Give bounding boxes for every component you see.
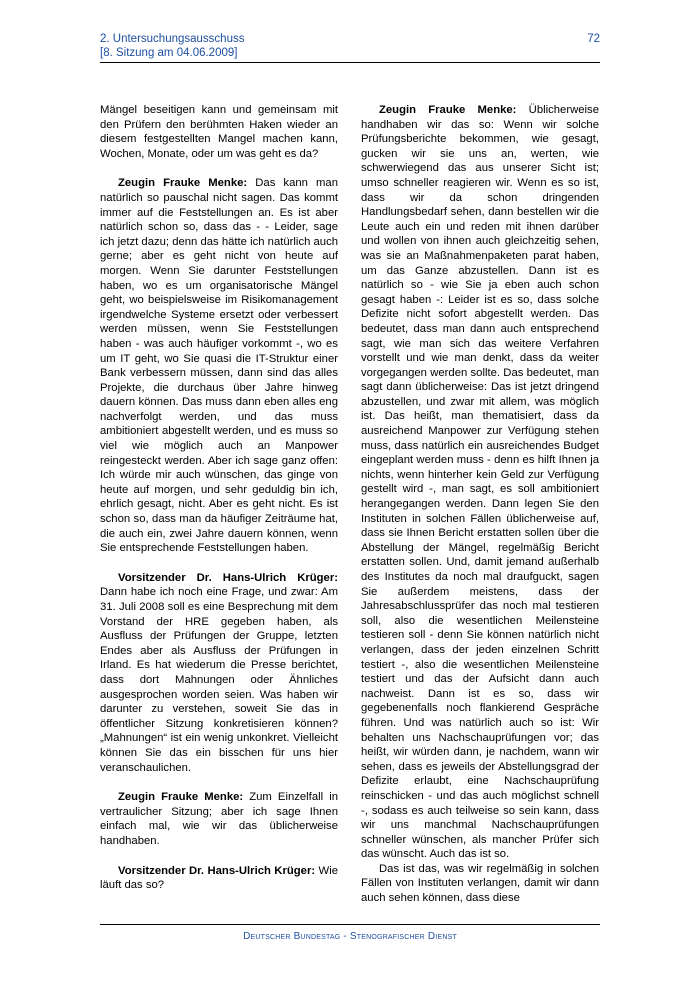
page-number: 72 — [587, 33, 600, 45]
paragraph: Das ist das, was wir regelmäßig in solchen Fällen von Instituten verlangen, damit wir dann auch sehen können, dass diese — [361, 862, 599, 905]
paragraph — [100, 790, 338, 848]
speaker-name: Zeugin Frauke Menke: — [118, 177, 248, 190]
committee-name: 2. Untersuchungsausschuss — [100, 33, 245, 45]
footer-text: Deutscher Bundestag - Stenografischer Dienst — [243, 931, 457, 942]
header-info — [100, 32, 244, 60]
page-footer — [100, 924, 600, 942]
speech-text: Üblicherweise handhaben wir das so: Wenn wir solche Prüfungsberichte bekommen, wie gesagt, gucken wir sie uns an, werten, wie schwerwiegend das aus unserer Sicht ist; umso schneller reagieren wir. Wenn es so ist, dass wir da schon dringenden Handlungsbedarf sehen, dann bestellen wir die Leute auch ein und reden mit ihnen darüber und wollen von ihnen auch gleichzeitig sehen, was sie an Maßnahmenpaketen parat haben, um das Ganze abzustellen. Dann ist es natürlich so - wie Sie ja eben auch schon gesagt haben -: Leider ist es so, dass solche Defizite nicht sofort abgestellt werden. Das bedeutet, dass man dann auch entsprechend sagt, wie man sich das weitere Verfahren vorstellt und wie man denkt, dass da weiter vorgegangen werden sollte. Das bedeutet, man sagt dann üblicherweise: Das ist jetzt dringend abzustellen, und zwar mit allem, was möglich ist. Das heißt, man thematisiert, dass da ausreichend Manpower zur Verfügung stehen muss, dass natürlich ein ausreichendes Budget eingeplant werden muss - denn es hilft Ihnen ja nichts, wenn hinterher kein Geld zur Verfügung gestellt wird -, man sagt, es soll ambitioniert herangegangen werden. Dann legen Sie den Instituten in solchen Fällen üblicherweise auf, dass sie Ihnen Bericht erstatten sollen über die Abstellung der Mängel, regelmäßig Bericht erstatten sollen. Und, damit jemand außerhalb des Institutes da noch mal draufguckt, sagen Sie außerdem meistens, dass der Jahresabschlussprüfer das noch mal testieren soll, also die wesentlichen Meilensteine testieren soll - denn Sie können natürlich nicht verlangen, dass der jeden einzelnen Schritt testiert -, also die wesentlichen Meilensteine testiert und das der Aufsicht dann auch nachweist. Dann ist es so, dass wir gegebenenfalls noch flankierend Gespräche führen. Und was natürlich auch so ist: Wir behalten uns Nachschauprüfungen vor; das heißt, wir würden dann, je nachdem, wann wir sehen, dass es jeweils der Abstellungsgrad der Defizite erlaubt, eine Nachschauprüfung reinschicken - und das auch möglichst schnell -, sodass es auch teilweise so sein kann, dass wir uns manchmal Nachschauprüfungen schneller wünschen, als mancher Prüfer sich das wünscht. Auch das ist so. — [361, 104, 599, 861]
speaker-name: Zeugin Frauke Menke: — [118, 791, 244, 804]
speech-text: Das kann man natürlich so pauschal nicht sagen. Das kommt immer auf die Feststellungen an. Es ist aber natürlich schon so, dass das - - Leider, sage ich jetzt dazu; denn das hätte ich natürlich auch gerne; aber es geht nicht von heute auf morgen. Wenn Sie darunter Feststellungen haben, wo es um organisatorische Mängel geht, wo beispielsweise im Risikomanagement irgendwelche Systeme ersetzt oder verbessert werden müssen, wenn Sie Feststellungen haben - was auch häufiger vorkommt -, wo es um IT geht, wo Sie quasi die IT-Struktur einer Bank verbessern müssen, dann sind das alles Projekte, die durchaus über Jahre hinweg dauern können. Das muss dann eben alles eng nachverfolgt werden, und das muss ambitioniert abgestellt werden, und es muss so viel wie möglich auch an Manpower reingesteckt werden. Aber ich sage ganz offen: Ich würde mir auch wünschen, das ginge von heute auf morgen, und sehr geduldig bin ich, ehrlich gesagt, nicht. Aber es geht nicht. Es ist schon so, dass man da häufiger Zeiträume hat, die auch ein, zwei Jahre dauern können, wenn Sie entsprechende Feststellungen haben. — [100, 177, 339, 555]
paragraph — [100, 571, 338, 775]
session-label: [8. Sitzung am 04.06.2009] — [100, 47, 238, 59]
right-column — [361, 103, 599, 906]
speaker-name: Vorsitzender Dr. Hans-Ulrich Krüger: — [118, 571, 338, 584]
speaker-name: Vorsitzender Dr. Hans-Ulrich Krüger: — [118, 864, 316, 877]
left-column — [100, 103, 338, 893]
page-header — [100, 32, 600, 63]
speech-text: Wie läuft das so? — [100, 864, 338, 892]
paragraph — [100, 176, 338, 555]
speaker-name: Zeugin Frauke Menke: — [379, 104, 517, 116]
paragraph — [361, 103, 599, 862]
paragraph: Mängel beseitigen kann und gemeinsam mit den Prüfern den berühmten Haken wieder an diesem festgestellten Mangel machen kann, Wochen, Monate, oder um was geht es da? — [100, 104, 338, 160]
paragraph — [100, 864, 338, 893]
speech-text: Zum Einzelfall in vertraulicher Sitzung; aber ich sage Ihnen einfach mal, wie wir das üblicherweise handhaben. — [100, 791, 338, 847]
speech-text: Dann habe ich noch eine Frage, und zwar: Am 31. Juli 2008 soll es eine Besprechung mit dem Vorstand der HRE gegeben haben, als Ausfluss der Prüfungen der Gruppe, letzten Endes aber als Ausfluss der Prüfungen in Irland. Es hat wiederum die Presse berichtet, dass dort Mahnungen oder Ähnliches ausgesprochen worden seien. Was haben wir darunter zu verstehen, soweit Sie das in öffentlicher Sitzung konkretisieren können? „Mahnungen“ ist ein wenig unkonkret. Vielleicht können Sie das ein bisschen für uns hier veranschaulichen. — [100, 586, 338, 774]
